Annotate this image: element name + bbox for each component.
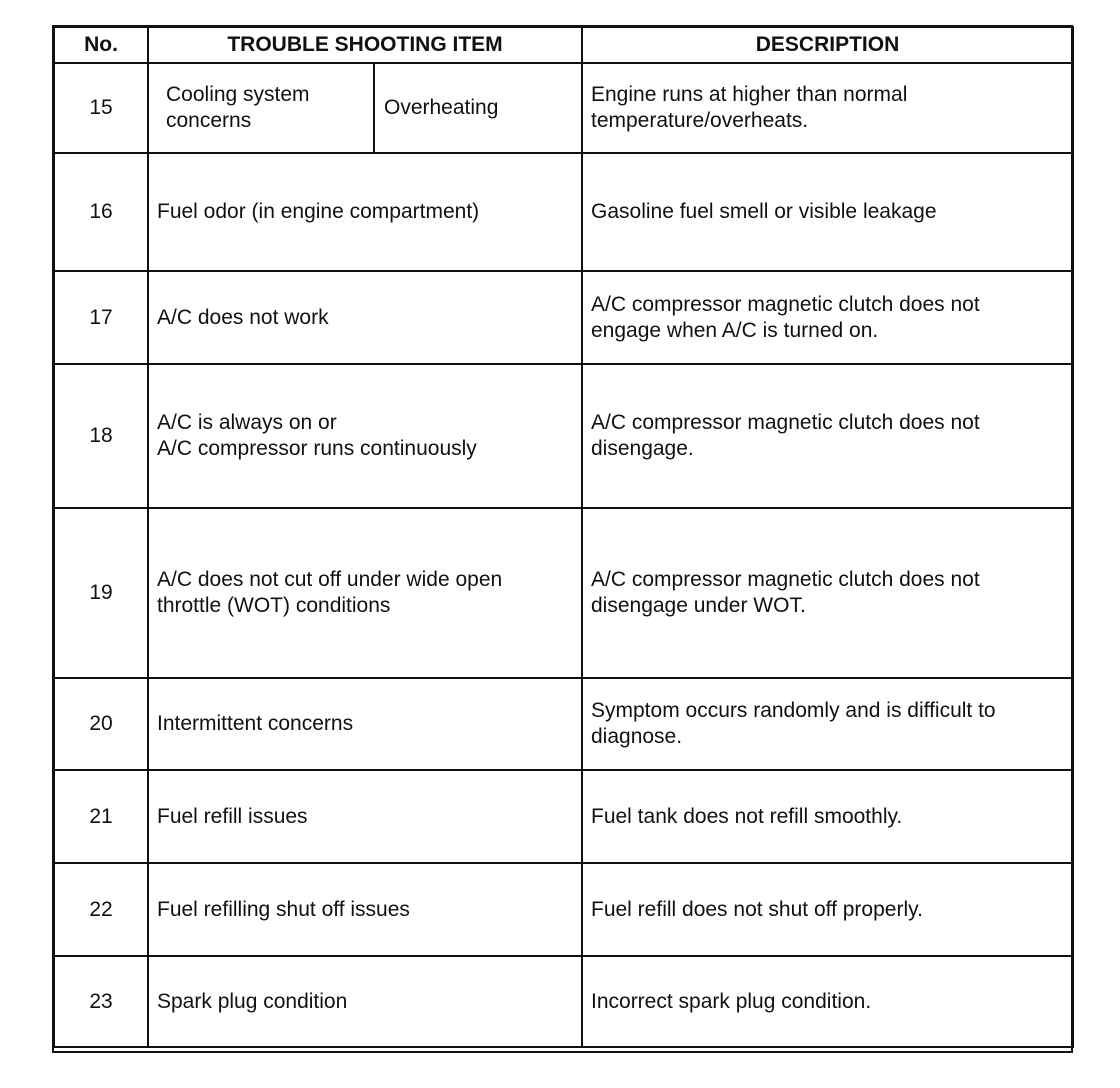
trouble-item-cell xyxy=(148,956,582,1047)
description-line: engage when A/C is turned on. xyxy=(591,318,879,342)
description-line: diagnose. xyxy=(591,725,683,748)
item-line: Fuel odor (in engine compartment) xyxy=(157,200,480,223)
item-line: A/C does not work xyxy=(157,305,329,329)
trouble-item-cell xyxy=(148,271,582,364)
row-number: 17 xyxy=(54,271,148,364)
row-number: 18 xyxy=(54,364,148,508)
row-number: 16 xyxy=(54,153,148,271)
item-line: Fuel refill issues xyxy=(157,804,308,828)
trouble-item-cell xyxy=(148,153,582,271)
description-cell xyxy=(582,770,1073,863)
item-line: throttle (WOT) conditions xyxy=(157,594,391,617)
description-cell xyxy=(582,271,1073,364)
description-line: disengage under WOT. xyxy=(591,594,806,617)
row-number: 22 xyxy=(54,863,148,956)
table-header-row xyxy=(54,27,1073,63)
description-line: Engine runs at higher than normal xyxy=(591,83,908,106)
trouble-item-cell xyxy=(148,863,582,956)
description-cell xyxy=(582,63,1073,153)
description-line: Symptom occurs randomly and is difficult to xyxy=(591,699,996,722)
table-row xyxy=(54,956,1073,1047)
row-number: 21 xyxy=(54,770,148,863)
row-number: 23 xyxy=(54,956,148,1047)
description-line: Fuel tank does not refill smoothly. xyxy=(591,804,903,828)
table-row xyxy=(54,63,1073,153)
trouble-item-category xyxy=(157,64,375,152)
description-line: disengage. xyxy=(591,437,694,460)
table-row xyxy=(54,271,1073,364)
description-cell xyxy=(582,153,1073,271)
description-cell xyxy=(582,678,1073,770)
table-row xyxy=(54,153,1073,271)
table-row xyxy=(54,770,1073,863)
description-line: A/C compressor magnetic clutch does not xyxy=(591,568,980,591)
description-line: A/C compressor magnetic clutch does not xyxy=(591,292,980,316)
item-line: Spark plug condition xyxy=(157,989,348,1013)
description-line: Fuel refill does not shut off properly. xyxy=(591,897,923,921)
description-cell xyxy=(582,863,1073,956)
item-line: A/C does not cut off under wide open xyxy=(157,568,503,591)
header-no: No. xyxy=(54,27,148,63)
item-line: Cooling system xyxy=(166,83,310,106)
table-row xyxy=(54,678,1073,770)
header-trouble-shooting-item: TROUBLE SHOOTING ITEM xyxy=(148,27,582,63)
description-line: A/C compressor magnetic clutch does not xyxy=(591,411,980,434)
header-description: DESCRIPTION xyxy=(582,27,1073,63)
description-cell xyxy=(582,364,1073,508)
table-row xyxy=(54,364,1073,508)
trouble-item-cell xyxy=(148,770,582,863)
item-line: Fuel refilling shut off issues xyxy=(157,897,410,921)
item-line: A/C compressor runs continuously xyxy=(157,437,477,460)
description-line: Incorrect spark plug condition. xyxy=(591,989,872,1013)
trouble-item-cell xyxy=(148,508,582,678)
trouble-item-cell xyxy=(148,364,582,508)
row-number: 15 xyxy=(54,63,148,153)
description-cell xyxy=(582,508,1073,678)
trouble-item-subcategory: Overheating xyxy=(384,96,499,119)
description-line: Gasoline fuel smell or visible leakage xyxy=(591,200,937,223)
item-line: Intermittent concerns xyxy=(157,712,354,735)
trouble-item-cell xyxy=(148,678,582,770)
table-row xyxy=(54,508,1073,678)
trouble-item-cell xyxy=(148,63,582,153)
item-line: A/C is always on or xyxy=(157,411,337,434)
troubleshooting-table xyxy=(53,26,1074,1048)
row-number: 20 xyxy=(54,678,148,770)
description-line: temperature/overheats. xyxy=(591,109,809,132)
table-row xyxy=(54,863,1073,956)
description-cell xyxy=(582,956,1073,1047)
row-number: 19 xyxy=(54,508,148,678)
item-line: concerns xyxy=(166,109,252,132)
